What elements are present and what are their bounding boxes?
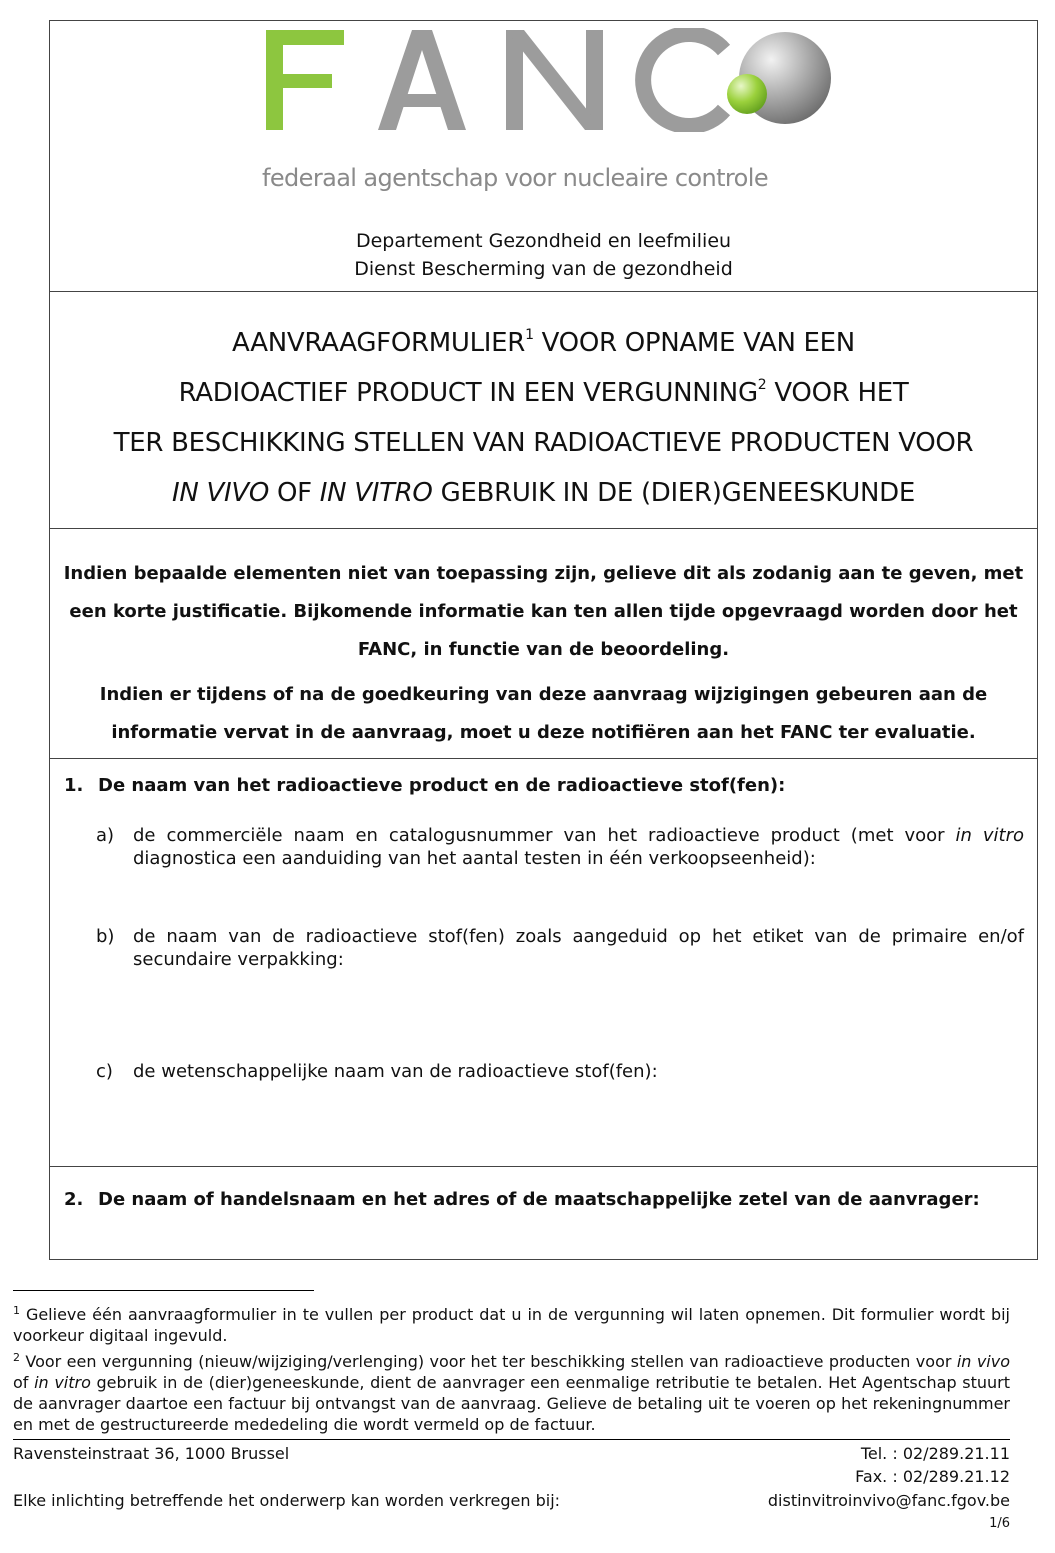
department-block bbox=[49, 227, 1038, 283]
footer-separator bbox=[13, 1439, 1010, 1440]
section-1-item-b[interactable]: b) de naam van de radioactieve stof(fen) zoals aangeduid op het etiket van de primaire en/of secundaire verpakking: bbox=[96, 926, 1024, 970]
footnote-separator bbox=[13, 1290, 314, 1291]
title-line-3: TER BESCHIKKING STELLEN VAN RADIOACTIEVE PRODUCTEN VOOR bbox=[113, 428, 974, 458]
footer-info: Elke inlichting betreffende het onderwerp kan worden verkregen bij: bbox=[13, 1491, 561, 1510]
notice-paragraph-1: Indien bepaalde elementen niet van toepassing zijn, gelieve dit als zodanig aan te geven, met een korte justificatie. Bijkomende informatie kan ten allen tijde opgevraagd worden door het FANC, in functie van de beoordeling. bbox=[63, 563, 1024, 660]
footer-fax: Fax. : 02/289.21.12 bbox=[855, 1467, 1010, 1486]
footnote-2: $^2$ Voor een vergunning (nieuw/wijziging/verlenging) voor het ter beschikking stellen van radioactieve producten voor in vivo of in vitro gebruik in de (dier)geneeskunde, dient de aanvrager een eenmalige retributie te betalen. Het Agentschap stuurt de aanvrager daartoe een factuur bij ontvangst van de aanvraag. Gelieve de betaling uit te voeren op het rekeningnummer en met de gestructureerde mededeling die wordt vermeld op de factuur. bbox=[13, 1351, 1011, 1434]
title-line-2: RADIOACTIEF PRODUCT IN EEN VERGUNNING$^2$ VOOR HET bbox=[178, 377, 909, 408]
frame-bottom-border bbox=[49, 1259, 1038, 1260]
service-name: Dienst Bescherming van de gezondheid bbox=[354, 258, 733, 280]
title-line-1: AANVRAAGFORMULIER$^1$ VOOR OPNAME VAN EEN bbox=[232, 327, 855, 358]
divider-header bbox=[49, 291, 1038, 292]
section-2-heading[interactable]: 2. De naam of handelsnaam en het adres of de maatschappelijke zetel van de aanvrager: bbox=[64, 1189, 980, 1210]
footer-email-link[interactable]: distinvitroinvivo@fanc.fgov.be bbox=[767, 1491, 1010, 1510]
frame-top-border bbox=[49, 20, 1038, 21]
footnote-1: $^1$ Gelieve één aanvraagformulier in te vullen per product dat u in de vergunning wil laten opnemen. Dit formulier wordt bij voorkeur digitaal ingevuld. bbox=[13, 1304, 1010, 1345]
footnote-ref-2: 2 bbox=[757, 377, 767, 393]
fanc-logo-letters bbox=[262, 28, 732, 132]
form-title bbox=[49, 318, 1038, 518]
footnote-ref-1: 1 bbox=[525, 327, 534, 343]
divider-notice bbox=[49, 758, 1038, 759]
footer-tel: Tel. : 02/289.21.11 bbox=[860, 1444, 1010, 1463]
divider-title bbox=[49, 528, 1038, 529]
logo-tagline: federaal agentschap voor nucleaire controle bbox=[262, 164, 768, 192]
section-1-item-a[interactable]: a) de commerciële naam en catalogusnummer van het radioactieve product (met voor in vitro diagnostica een aanduiding van het aantal testen in één verkoopseenheid): bbox=[96, 825, 1024, 869]
department-name: Departement Gezondheid en leefmilieu bbox=[355, 230, 732, 252]
footer-address: Ravensteinstraat 36, 1000 Brussel bbox=[13, 1444, 290, 1463]
page-number: 1/6 bbox=[989, 1516, 1010, 1531]
title-line-4: IN VIVO OF IN VITRO GEBRUIK IN DE (DIER)GENEESKUNDE bbox=[172, 478, 915, 508]
fanc-sphere-icon bbox=[727, 28, 831, 132]
notice-paragraph-2: Indien er tijdens of na de goedkeuring van deze aanvraag wijzigingen gebeuren aan de informatie vervat in de aanvraag, moet u deze notifiëren aan het FANC ter evaluatie. bbox=[99, 684, 988, 743]
divider-section1 bbox=[49, 1166, 1038, 1167]
section-1-item-c[interactable]: c) de wetenschappelijke naam van de radioactieve stof(fen): bbox=[96, 1061, 658, 1082]
section-1-heading: 1. De naam van het radioactieve product en de radioactieve stof(fen): bbox=[64, 775, 786, 796]
